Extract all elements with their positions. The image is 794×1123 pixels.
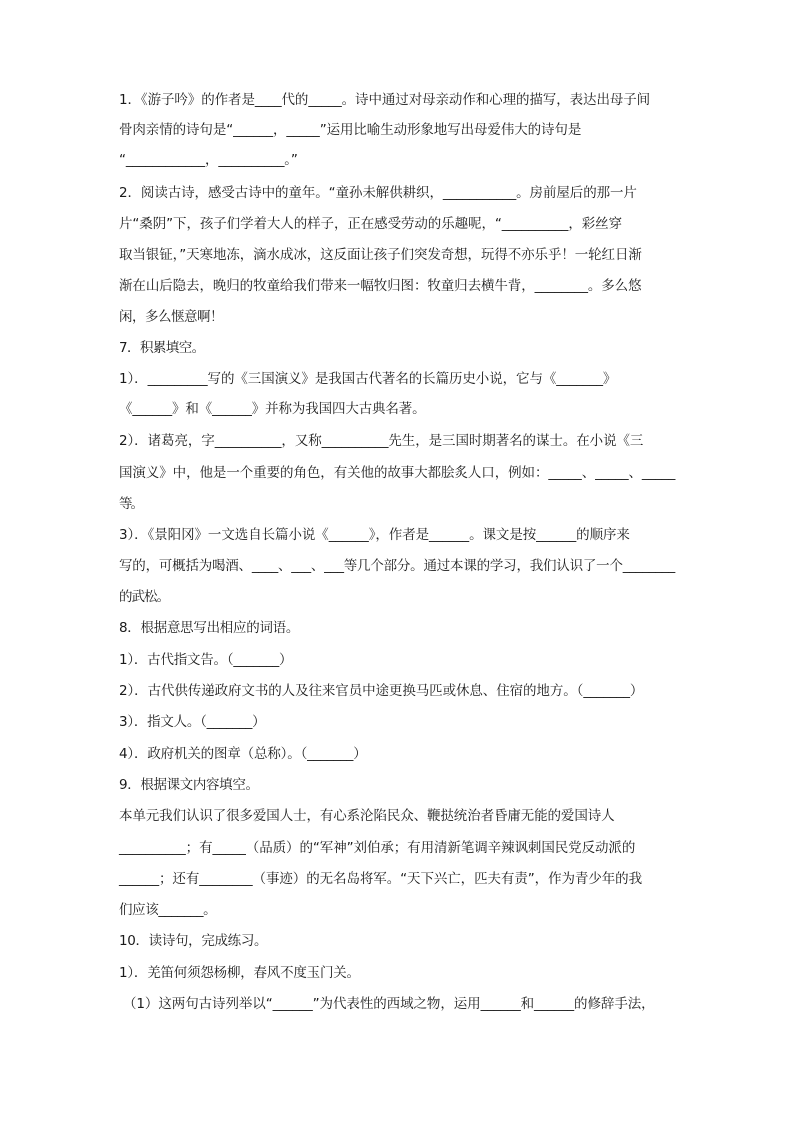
text-line: 取当银钲，”天寒地冻，滴水成冰，这反面让孩子们突发奇想，玩得不亦乐乎！一轮红日渐 <box>119 247 642 263</box>
text-line: 国演义》中，他是一个重要的角色，有关他的故事大都脍炙人口，例如：_____、_____、_____ <box>119 465 676 481</box>
text-line: 10．读诗句，完成练习。 <box>119 933 268 949</box>
text-line: 3）．《景阳冈》一文选自长篇小说《______》，作者是______。课文是按______的顺序来 <box>119 527 630 543</box>
text-line: 片“桑阴”下，孩子们学着大人的样子，正在感受劳动的乐趣呢，“__________，彩丝穿 <box>119 216 622 232</box>
text-line: 1．《游子吟》的作者是____代的_____。诗中通过对母亲动作和心理的描写，表达出母子间 <box>119 92 651 108</box>
text-line: 1）．古代指文告。（_______） <box>119 652 293 668</box>
text-line: 4）．政府机关的图章（总称）。（_______） <box>119 746 367 762</box>
text-line: 们应该_______。 <box>119 902 217 918</box>
text-line: 2．阅读古诗，感受古诗中的童年。“童孙未解供耕织，___________。房前屋后的那一片 <box>119 185 637 201</box>
text-line: 写的，可概括为喝酒、____、___、___等几个部分。通过本课的学习，我们认识了一个________ <box>119 558 675 574</box>
text-line: 8．根据意思写出相应的词语。 <box>119 620 300 636</box>
text-line: 2）．古代供传递政府文书的人及往来官员中途更换马匹或休息、住宿的地方。（_______） <box>119 683 644 699</box>
text-line: （1）这两句古诗列举以“______”为代表性的西域之物，运用______和______的修辞手法， <box>123 996 655 1012</box>
text-line: __________；有_____（品质）的“军神”刘伯承；有用清新笔调辛辣讽刺国民党反动派的 <box>119 840 636 856</box>
text-line: 2）．诸葛亮，字__________，又称__________先生，是三国时期著名的谋士。在小说《三 <box>119 433 644 449</box>
text-line: 本单元我们认识了很多爱国人士，有心系沦陷民众、鞭挞统治者昏庸无能的爱国诗人 <box>119 808 615 824</box>
text-line: 1）．_________写的《三国演义》是我国古代著名的长篇历史小说，它与《_______》 <box>119 371 617 387</box>
text-line: 7．积累填空。 <box>119 340 205 356</box>
text-line: “____________，__________。” <box>119 152 298 168</box>
text-line: 9．根据课文内容填空。 <box>119 777 259 793</box>
text-line: 闲，多么惬意啊！ <box>119 309 223 325</box>
text-line: 渐在山后隐去，晚归的牧童给我们带来一幅牧归图：牧童归去横牛背，________。多么悠 <box>119 278 642 294</box>
text-line: 的武松。 <box>119 589 169 605</box>
text-line: 3）．指文人。（_______） <box>119 714 266 730</box>
text-line: ______；还有________（事迹）的无名岛将军。“天下兴亡，匹夫有责”，作为青少年的我 <box>119 871 642 887</box>
text-line: 骨肉亲情的诗句是“______，_____”运用比喻生动形象地写出母爱伟大的诗句是 <box>119 122 582 138</box>
text-line: 《______》和《______》并称为我国四大古典名著。 <box>119 401 426 417</box>
text-line: 等。 <box>119 496 142 512</box>
text-line: 1）．羌笛何须怨杨柳，春风不度玉门关。 <box>119 965 360 981</box>
